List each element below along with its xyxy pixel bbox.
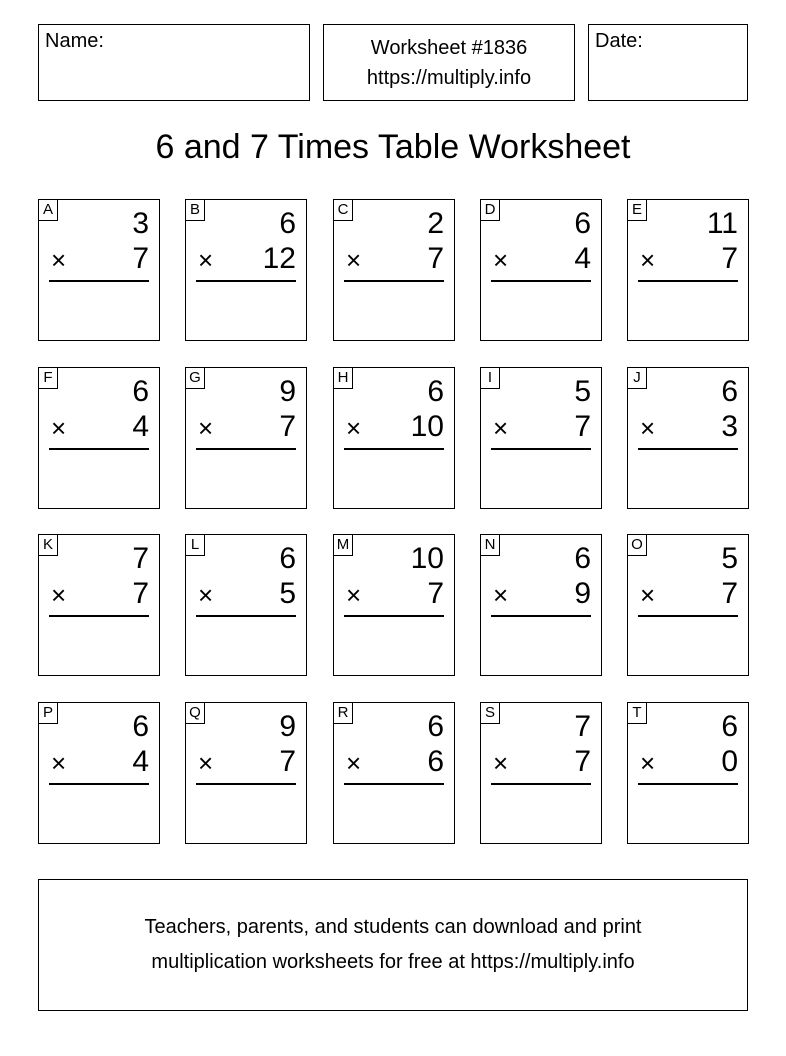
problem-letter: P: [39, 703, 58, 724]
multiplier: 5: [279, 577, 296, 610]
problem-card: [38, 534, 160, 676]
multiplier: 0: [721, 745, 738, 778]
problem-card: [333, 702, 455, 844]
problem-card: [185, 199, 307, 341]
problem-card: [333, 199, 455, 341]
answer-line: [491, 615, 591, 617]
problem-card: [480, 702, 602, 844]
multiplier: 7: [574, 745, 591, 778]
problem-letter: R: [334, 703, 353, 724]
times-sign: ×: [640, 413, 656, 443]
problem-card: [627, 199, 749, 341]
multiplicand: 10: [410, 542, 444, 575]
problem-letter: M: [334, 535, 353, 556]
answer-line: [196, 783, 296, 785]
answer-line: [344, 783, 444, 785]
multiplicand: 2: [427, 207, 444, 240]
multiplicand: 6: [721, 710, 738, 743]
multiplicand: 9: [279, 375, 296, 408]
times-sign: ×: [640, 748, 656, 778]
multiplicand: 7: [132, 542, 149, 575]
problem-card: [480, 199, 602, 341]
times-sign: ×: [198, 245, 214, 275]
footer-line-2: multiplication worksheets for free at https://multiply.info: [151, 951, 635, 973]
problem-letter: K: [39, 535, 58, 556]
multiplicand: 6: [279, 207, 296, 240]
multiplier: 7: [132, 242, 149, 275]
problem-card: [333, 367, 455, 509]
times-sign: ×: [640, 580, 656, 610]
multiplicand: 6: [279, 542, 296, 575]
problem-card: [185, 367, 307, 509]
problem-letter: Q: [186, 703, 205, 724]
answer-line: [49, 783, 149, 785]
problem-card: [185, 534, 307, 676]
footer-note: [38, 879, 748, 1011]
times-sign: ×: [51, 413, 67, 443]
problem-letter: C: [334, 200, 353, 221]
multiplier: 10: [410, 410, 444, 443]
problem-grid: [38, 199, 750, 844]
times-sign: ×: [51, 245, 67, 275]
multiplicand: 6: [574, 542, 591, 575]
multiplier: 7: [427, 242, 444, 275]
times-sign: ×: [346, 245, 362, 275]
problem-card: [185, 702, 307, 844]
multiplicand: 9: [279, 710, 296, 743]
footer-line-1: Teachers, parents, and students can download and print: [144, 916, 642, 938]
problem-letter: T: [628, 703, 647, 724]
multiplier: 9: [574, 577, 591, 610]
times-sign: ×: [51, 748, 67, 778]
times-sign: ×: [640, 245, 656, 275]
problem-letter: D: [481, 200, 500, 221]
problem-letter: S: [481, 703, 500, 724]
multiplicand: 6: [132, 710, 149, 743]
times-sign: ×: [198, 748, 214, 778]
problem-card: [333, 534, 455, 676]
times-sign: ×: [198, 580, 214, 610]
multiplier: 4: [132, 745, 149, 778]
problem-card: [627, 702, 749, 844]
multiplicand: 6: [427, 710, 444, 743]
answer-line: [638, 280, 738, 282]
times-sign: ×: [346, 413, 362, 443]
multiplier: 7: [279, 410, 296, 443]
answer-line: [344, 280, 444, 282]
multiplicand: 6: [132, 375, 149, 408]
multiplicand: 6: [721, 375, 738, 408]
answer-line: [49, 615, 149, 617]
answer-line: [638, 448, 738, 450]
name-label: Name:: [45, 30, 104, 52]
answer-line: [491, 783, 591, 785]
times-sign: ×: [346, 580, 362, 610]
problem-letter: A: [39, 200, 58, 221]
multiplier: 7: [427, 577, 444, 610]
problem-letter: L: [186, 535, 205, 556]
multiplier: 4: [132, 410, 149, 443]
problem-card: [480, 534, 602, 676]
problem-card: [627, 534, 749, 676]
times-sign: ×: [346, 748, 362, 778]
problem-letter: G: [186, 368, 205, 389]
multiplier: 7: [721, 242, 738, 275]
worksheet-info-box: [323, 24, 575, 101]
multiplicand: 3: [132, 207, 149, 240]
times-sign: ×: [493, 245, 509, 275]
problem-letter: F: [39, 368, 58, 389]
multiplier: 3: [721, 410, 738, 443]
problem-letter: B: [186, 200, 205, 221]
answer-line: [491, 448, 591, 450]
multiplier: 12: [262, 242, 296, 275]
date-field-box[interactable]: [588, 24, 748, 101]
answer-line: [491, 280, 591, 282]
multiplicand: 11: [706, 207, 738, 240]
problem-letter: I: [481, 368, 500, 389]
multiplier: 7: [132, 577, 149, 610]
page-title: 6 and 7 Times Table Worksheet: [155, 128, 631, 166]
problem-card: [480, 367, 602, 509]
times-sign: ×: [493, 580, 509, 610]
multiplicand: 6: [427, 375, 444, 408]
date-label: Date:: [595, 30, 643, 52]
multiplier: 6: [427, 745, 444, 778]
times-sign: ×: [51, 580, 67, 610]
answer-line: [638, 783, 738, 785]
problem-letter: N: [481, 535, 500, 556]
multiplier: 7: [721, 577, 738, 610]
answer-line: [344, 448, 444, 450]
problem-card: [38, 367, 160, 509]
answer-line: [49, 280, 149, 282]
times-sign: ×: [493, 413, 509, 443]
multiplier: 7: [279, 745, 296, 778]
multiplier: 4: [574, 242, 591, 275]
problem-letter: J: [628, 368, 647, 389]
answer-line: [344, 615, 444, 617]
multiplier: 7: [574, 410, 591, 443]
multiplicand: 5: [721, 542, 738, 575]
multiplicand: 6: [574, 207, 591, 240]
problem-letter: O: [628, 535, 647, 556]
worksheet-number: Worksheet #1836: [370, 37, 528, 59]
multiplicand: 5: [574, 375, 591, 408]
answer-line: [196, 280, 296, 282]
problem-card: [38, 199, 160, 341]
problem-card: [38, 702, 160, 844]
answer-line: [638, 615, 738, 617]
answer-line: [49, 448, 149, 450]
name-field-box[interactable]: [38, 24, 310, 101]
answer-line: [196, 615, 296, 617]
multiplicand: 7: [574, 710, 591, 743]
problem-letter: E: [628, 200, 647, 221]
worksheet-url: https://multiply.info: [366, 67, 532, 89]
problem-card: [627, 367, 749, 509]
problem-letter: H: [334, 368, 353, 389]
times-sign: ×: [198, 413, 214, 443]
times-sign: ×: [493, 748, 509, 778]
answer-line: [196, 448, 296, 450]
